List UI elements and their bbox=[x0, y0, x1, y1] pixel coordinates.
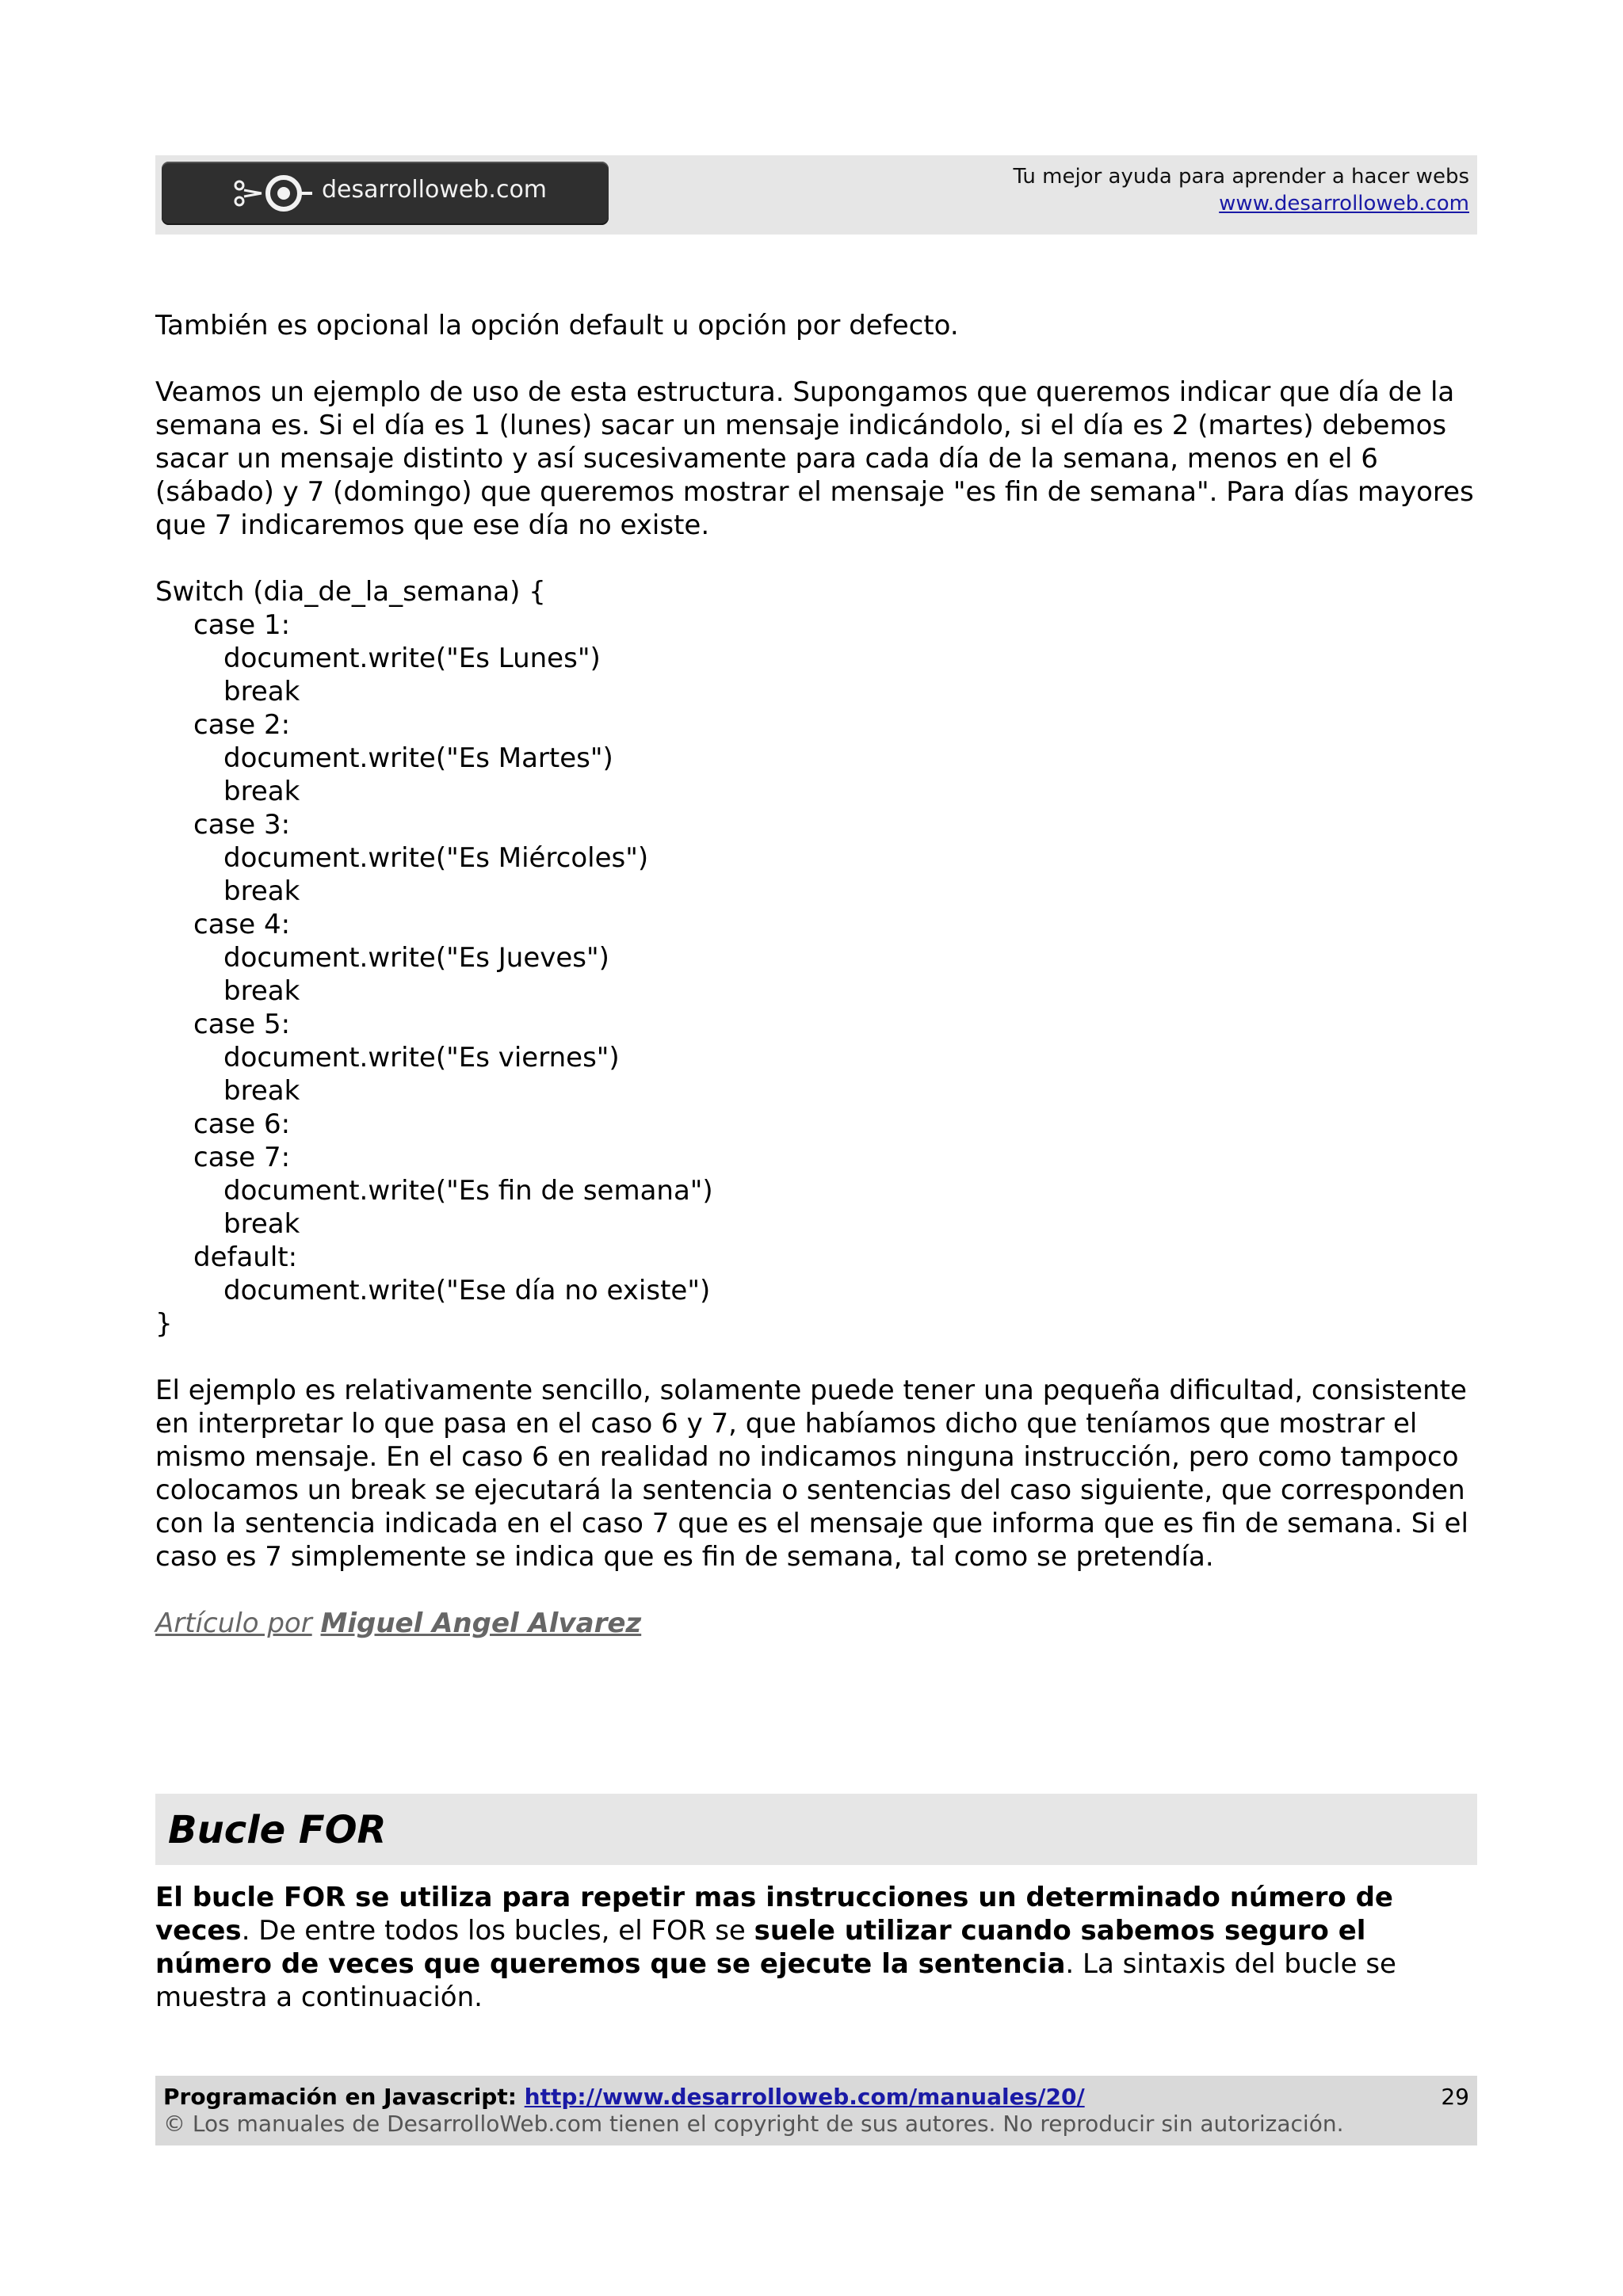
byline-label: Artículo por bbox=[155, 1608, 312, 1639]
paragraph-explanation: El ejemplo es relativamente sencillo, solamente puede tener una pequeña dificultad, consistente en interpretar lo que pasa en el caso 6 y 7, que habíamos dicho que teníamos que mostrar el mismo mensaje. En el caso 6 en realidad no indicamos ninguna instrucción, pero como tampoco colocamos un break se ejecutará la sentencia o sentencias del caso siguiente, que corresponden con la sentencia indicada en el caso 7 que es el mensaje que informa que es fin de semana. Si el caso es 7 simplemente se indica que es fin de semana, tal como se pretendía. bbox=[155, 1375, 1468, 1573]
logo-mark-icon bbox=[233, 174, 312, 212]
article-body bbox=[155, 309, 1477, 1673]
code-line: case 4: bbox=[193, 909, 291, 940]
code-line: document.write("Es Miércoles") bbox=[223, 842, 649, 874]
page-header bbox=[155, 155, 1477, 235]
code-line: case 1: bbox=[193, 609, 291, 641]
section-title: Bucle FOR bbox=[168, 1808, 387, 1852]
code-line: break bbox=[223, 875, 300, 907]
code-line: case 5: bbox=[193, 1009, 291, 1040]
code-line: document.write("Es Jueves") bbox=[223, 942, 609, 974]
footer-title-line bbox=[163, 2084, 1085, 2111]
author-link[interactable]: Miguel Angel Alvarez bbox=[320, 1608, 642, 1639]
code-line: Switch (dia_de_la_semana) { bbox=[155, 576, 546, 608]
code-line: break bbox=[223, 1075, 300, 1107]
code-line: break bbox=[223, 776, 300, 807]
intro-text-1: . De entre todos los bucles, el FOR se bbox=[241, 1915, 754, 1947]
footer-label: Programación en Javascript: bbox=[163, 2084, 517, 2110]
code-line: case 6: bbox=[193, 1108, 291, 1140]
code-line: break bbox=[223, 975, 300, 1007]
code-line: case 3: bbox=[193, 809, 291, 841]
code-line: break bbox=[223, 676, 300, 707]
paragraph-example-intro: Veamos un ejemplo de uso de esta estructura. Supongamos que queremos indicar que día de la semana es. Si el día es 1 (lunes) sacar un mensaje indicándolo, si el día es 2 (martes) debemos sacar un mensaje distinto y así sucesivamente para cada día de la semana, menos en el 6 (sábado) y 7 (domingo) que queremos mostrar el mensaje "es fin de semana". Para días mayores que 7 indicaremos que ese día no existe. bbox=[155, 376, 1474, 541]
tagline-text: Tu mejor ayuda para aprender a hacer webs bbox=[1013, 165, 1469, 189]
intro-bold-1: El bucle FOR se utiliza para repetir mas instrucciones un determinado número de veces bbox=[155, 1882, 1393, 1947]
page-number: 29 bbox=[1441, 2084, 1469, 2110]
code-line: document.write("Es Martes") bbox=[223, 742, 613, 774]
code-line: document.write("Es viernes") bbox=[223, 1042, 620, 1074]
code-line: break bbox=[223, 1208, 300, 1240]
footer-manual-link[interactable]: http://www.desarrolloweb.com/manuales/20/ bbox=[524, 2084, 1085, 2110]
intro-text-2: . La sintaxis del bucle se muestra a continuación. bbox=[155, 1948, 1396, 2013]
code-line: document.write("Es Lunes") bbox=[223, 643, 601, 674]
logo-wordmark: desarrolloweb.com bbox=[322, 176, 548, 204]
paragraph-default-option: También es opcional la opción default u opción por defecto. bbox=[155, 310, 959, 341]
site-logo[interactable] bbox=[162, 162, 609, 225]
intro-bold-2: suele utilizar cuando sabemos seguro el número de veces que queremos que se ejecute la sentencia bbox=[155, 1915, 1366, 1980]
site-link[interactable]: www.desarrolloweb.com bbox=[1219, 192, 1469, 215]
code-line: } bbox=[155, 1308, 173, 1340]
code-example bbox=[155, 575, 1477, 1341]
section-header bbox=[155, 1794, 1477, 1865]
code-line: document.write("Es fin de semana") bbox=[223, 1175, 713, 1207]
code-line: default: bbox=[193, 1241, 298, 1273]
header-tagline bbox=[1013, 163, 1469, 217]
code-line: case 7: bbox=[193, 1142, 291, 1173]
code-line: document.write("Ese día no existe") bbox=[223, 1275, 711, 1306]
article-byline bbox=[155, 1607, 1477, 1640]
page-footer bbox=[155, 2076, 1477, 2145]
code-line: case 2: bbox=[193, 709, 291, 741]
footer-copyright: © Los manuales de DesarrolloWeb.com tienen el copyright de sus autores. No reproducir sin autorización. bbox=[163, 2111, 1344, 2137]
section-intro bbox=[155, 1881, 1477, 2014]
